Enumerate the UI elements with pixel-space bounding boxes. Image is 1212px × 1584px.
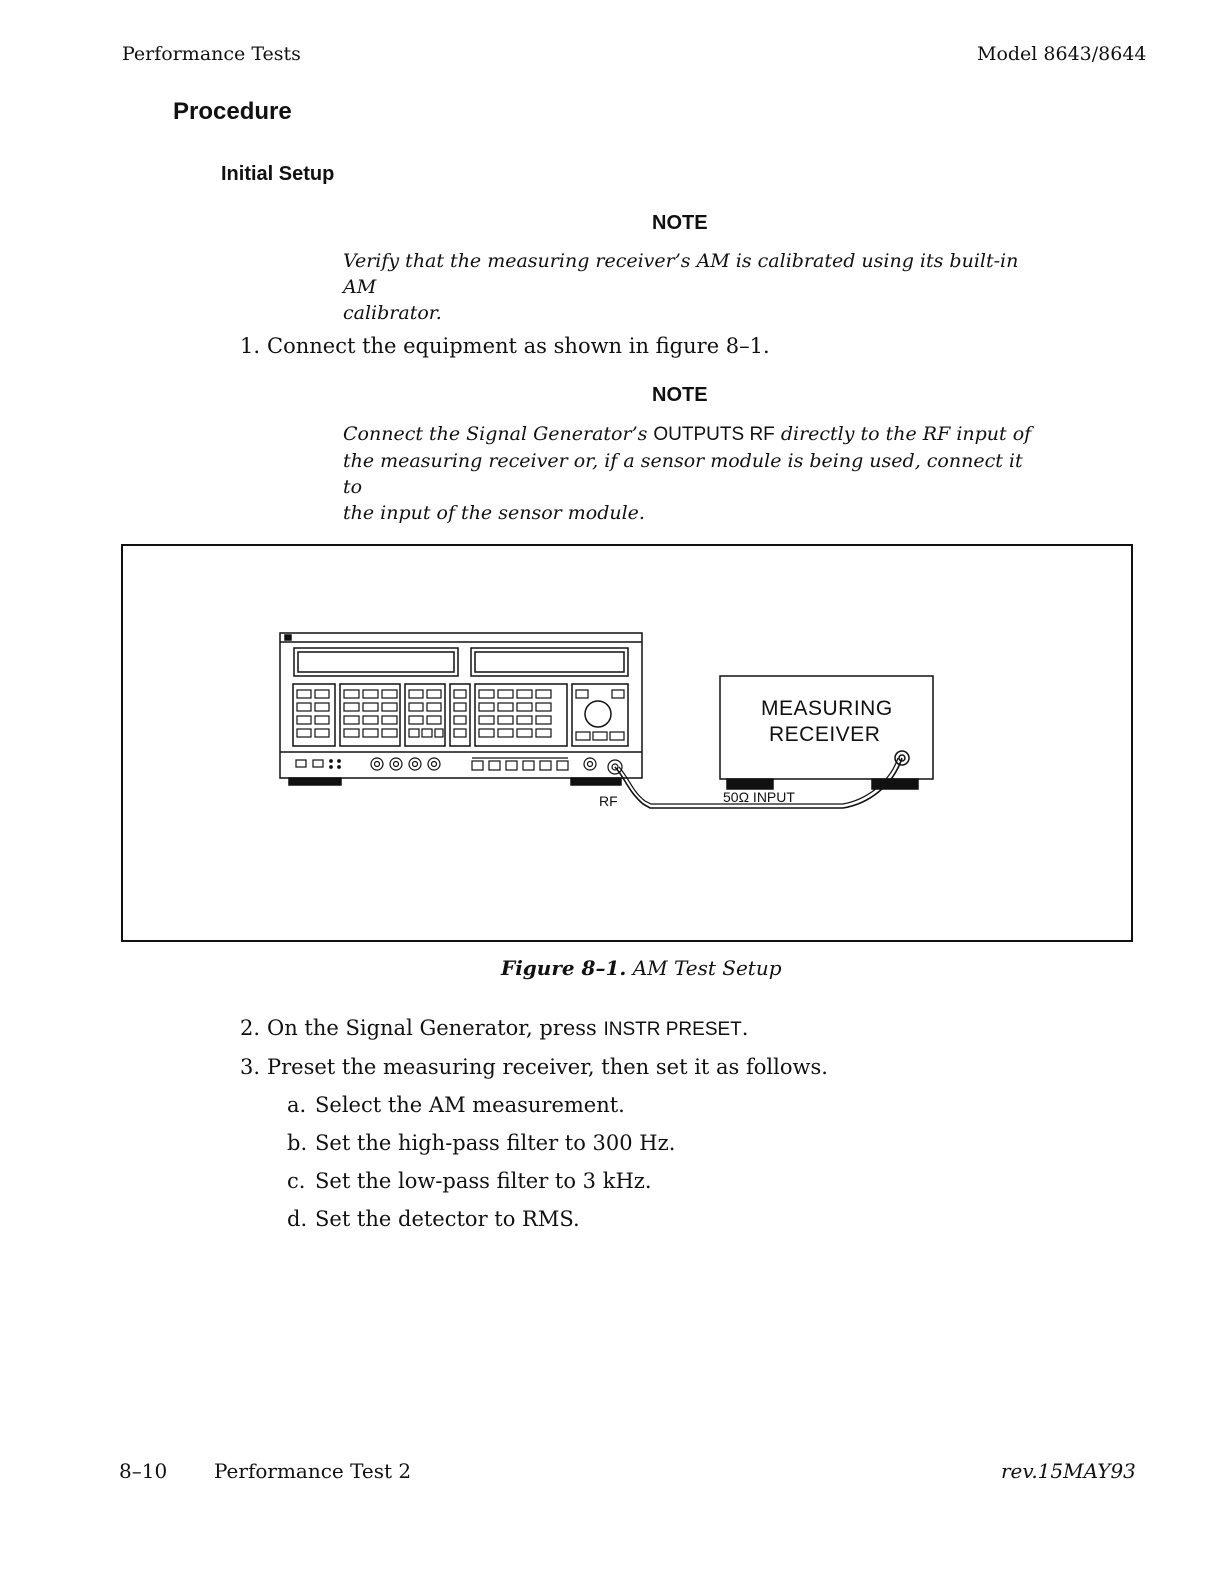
- step-number: 3.: [240, 1055, 261, 1079]
- note-title: NOTE: [652, 384, 708, 406]
- substep-b: [287, 1131, 675, 1155]
- receiver-label-line2: RECEIVER: [769, 723, 881, 746]
- figure-caption: [501, 956, 782, 980]
- running-header-left: Performance Tests: [122, 43, 301, 65]
- step-text: On the Signal Generator, press: [267, 1016, 604, 1040]
- panel-label: OUTPUTS RF: [653, 424, 775, 445]
- step-2: [240, 1016, 748, 1041]
- rf-label: RF: [599, 793, 618, 809]
- note-fragment: Connect the Signal Generator’s: [343, 423, 654, 445]
- substep-letter: b.: [287, 1131, 308, 1155]
- sg-power-mark: [285, 635, 291, 640]
- note-line: calibrator.: [343, 302, 442, 324]
- key-label: INSTR PRESET: [603, 1019, 742, 1040]
- sg-foot-left: [289, 778, 341, 785]
- sg-display-left-inner: [298, 652, 454, 672]
- subsection-title: Initial Setup: [221, 163, 335, 185]
- note-text: [343, 248, 1043, 326]
- sg-foot-right: [571, 778, 621, 785]
- receiver-foot-left: [727, 779, 773, 789]
- running-header-right: Model 8643/8644: [977, 43, 1147, 65]
- substep-letter: a.: [287, 1093, 307, 1117]
- caption-text: AM Test Setup: [626, 956, 782, 980]
- sg-keys: [297, 690, 624, 740]
- note-line: the measuring receiver or, if a sensor module is being used, connect it to: [343, 450, 1023, 498]
- step-number: 2.: [240, 1016, 261, 1040]
- substep-letter: d.: [287, 1207, 308, 1231]
- receiver-foot-right: [872, 779, 918, 789]
- note-fragment: directly to the RF input of: [774, 423, 1032, 445]
- substep-letter: c.: [287, 1169, 306, 1193]
- sg-display-right-inner: [475, 652, 624, 672]
- substep-text: Set the high-pass filter to 300 Hz.: [315, 1131, 676, 1155]
- figure-frame: [121, 544, 1133, 942]
- step-3: [240, 1055, 828, 1079]
- note-line: Verify that the measuring receiver’s AM is calibrated using its built-in AM: [343, 250, 1019, 298]
- step-text: Connect the equipment as shown in figure 8–1.: [267, 334, 770, 358]
- sg-bottom-controls: [296, 758, 622, 774]
- step-number: 1.: [240, 334, 261, 358]
- substep-text: Set the detector to RMS.: [315, 1207, 580, 1231]
- substep-d: [287, 1207, 580, 1231]
- note-text: [343, 421, 1043, 526]
- step-end: .: [741, 1016, 749, 1040]
- setup-diagram: [123, 546, 1131, 940]
- sg-knob: [585, 701, 611, 727]
- page-number: 8–10: [119, 1459, 168, 1483]
- footer-title: Performance Test 2: [214, 1459, 412, 1483]
- substep-c: [287, 1169, 652, 1193]
- substep-text: Select the AM measurement.: [315, 1093, 625, 1117]
- substep-a: [287, 1093, 625, 1117]
- revision-date: rev.15MAY93: [1001, 1459, 1136, 1483]
- step-1: [240, 334, 770, 358]
- receiver-label-line1: MEASURING: [761, 697, 893, 720]
- section-title: Procedure: [173, 98, 292, 125]
- step-text: Preset the measuring receiver, then set it as follows.: [267, 1055, 828, 1079]
- substep-text: Set the low-pass filter to 3 kHz.: [315, 1169, 652, 1193]
- caption-number: Figure 8–1.: [501, 956, 627, 980]
- note-line: [343, 421, 1043, 448]
- note-line: the input of the sensor module.: [343, 502, 645, 524]
- note-title: NOTE: [652, 212, 708, 234]
- input-label: 50Ω INPUT: [723, 789, 795, 805]
